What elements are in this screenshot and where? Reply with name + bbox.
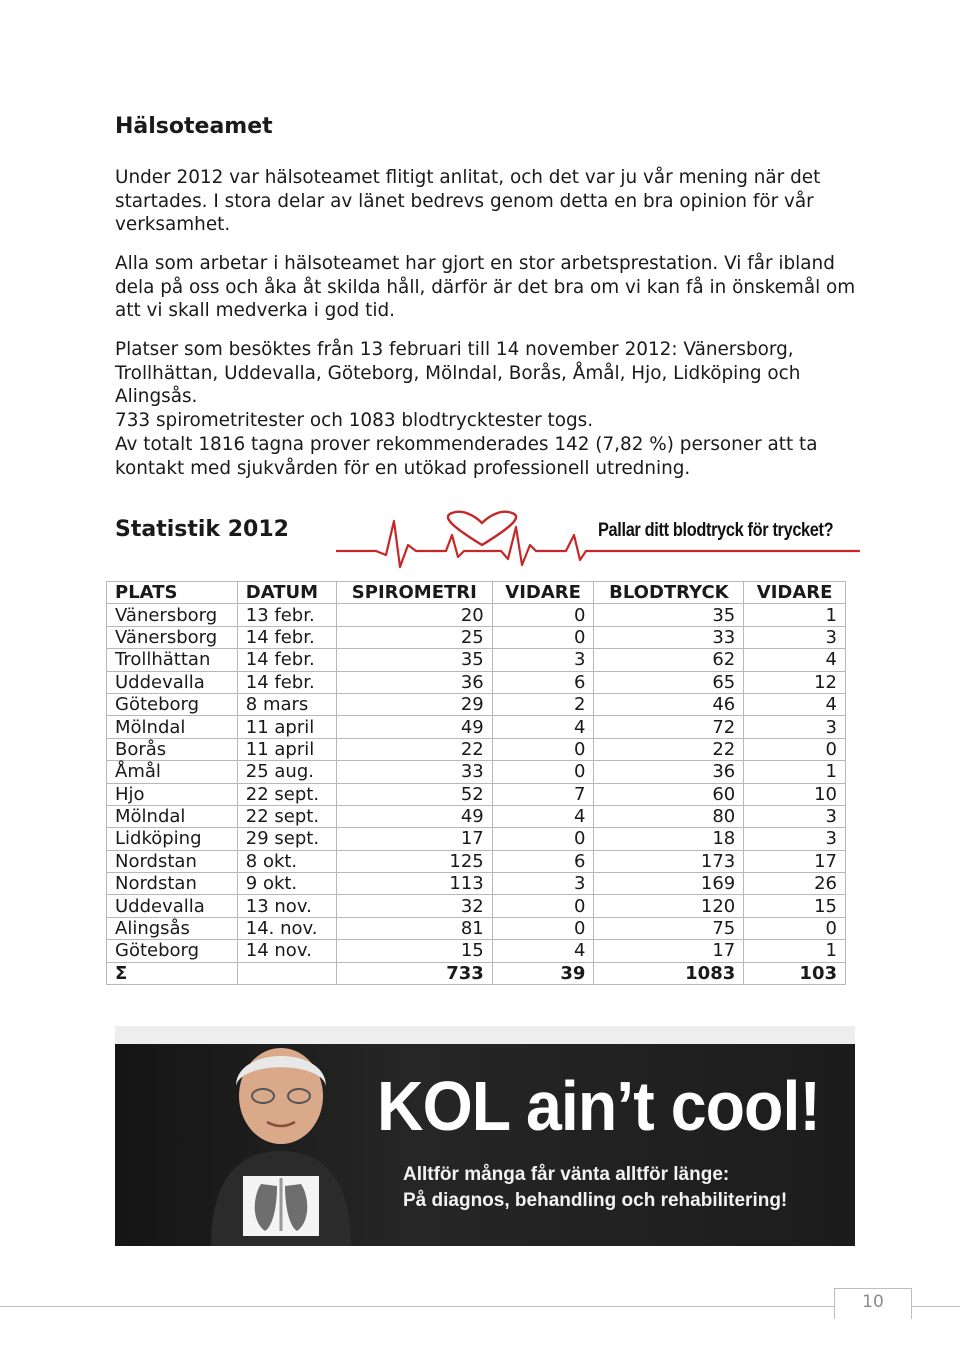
cell-datum: 25 aug. [237, 761, 336, 783]
table-row [107, 873, 846, 895]
cell-vidare: 3 [492, 873, 594, 895]
cell-plats: Alingsås [107, 917, 238, 939]
cell-vidare: 3 [492, 649, 594, 671]
statistics-table [106, 581, 846, 985]
cell-spirometri: 113 [336, 873, 492, 895]
cell-vidare-2: 3 [744, 716, 846, 738]
cell-blodtryck: 62 [594, 649, 744, 671]
cell-blodtryck: 75 [594, 917, 744, 939]
cell-vidare-2: 3 [744, 805, 846, 827]
cell-plats: Trollhättan [107, 649, 238, 671]
cell-blodtryck: 65 [594, 671, 744, 693]
cell-vidare: 0 [492, 604, 594, 626]
poster-subline-2: På diagnos, behandling och rehabilitering! [403, 1190, 788, 1211]
cell-blodtryck: 17 [594, 940, 744, 962]
cell-vidare-2: 1 [744, 604, 846, 626]
table-row [107, 917, 846, 939]
cell-vidare: 0 [492, 761, 594, 783]
cell-datum: 14. nov. [237, 917, 336, 939]
recommendation-paragraph: Av totalt 1816 tagna prover rekommenderades 142 (7,82 %) personer att ta kontakt med sjukvården för en utökad professionell utredning. [115, 434, 818, 479]
page-number: 10 [834, 1288, 912, 1319]
cell-plats: Uddevalla [107, 895, 238, 917]
cell-blodtryck: 46 [594, 693, 744, 715]
column-header-vidare: VIDARE [492, 582, 594, 604]
cell-plats: Nordstan [107, 850, 238, 872]
cell-spirometri: 29 [336, 693, 492, 715]
cell-vidare: 0 [492, 917, 594, 939]
banner-slogan: Pallar ditt blodtryck för trycket? [598, 520, 834, 541]
cell-vidare-2: 10 [744, 783, 846, 805]
table-row [107, 693, 846, 715]
cell-spirometri: 25 [336, 626, 492, 648]
footer-rule-left [0, 1306, 834, 1307]
cell-vidare: 7 [492, 783, 594, 805]
cell-plats: Göteborg [107, 940, 238, 962]
places-paragraph: Platser som besöktes från 13 februari till 14 november 2012: Vänersborg, Trollhättan, Uddevalla, Göteborg, Mölndal, Borås, Åmål, Hjo, Lidköping och Alingsås. [115, 339, 801, 407]
poster-headline: KOL ain’t cool! [377, 1067, 820, 1145]
cell-vidare-2: 3 [744, 828, 846, 850]
sum-empty-cell [237, 962, 336, 984]
cell-plats: Vänersborg [107, 626, 238, 648]
footer-rule-right [910, 1306, 960, 1307]
cell-spirometri: 52 [336, 783, 492, 805]
cell-datum: 11 april [237, 738, 336, 760]
cell-vidare: 4 [492, 716, 594, 738]
cell-datum: 29 sept. [237, 828, 336, 850]
cell-datum: 13 febr. [237, 604, 336, 626]
cell-vidare-2: 1 [744, 940, 846, 962]
cell-plats: Hjo [107, 783, 238, 805]
cell-plats: Uddevalla [107, 671, 238, 693]
table-row [107, 671, 846, 693]
kol-campaign-poster [115, 1026, 855, 1246]
table-row [107, 649, 846, 671]
cell-plats: Borås [107, 738, 238, 760]
table-row [107, 761, 846, 783]
cell-blodtryck: 120 [594, 895, 744, 917]
column-header-vidare-2: VIDARE [744, 582, 846, 604]
cell-spirometri: 125 [336, 850, 492, 872]
page-title: Hälsoteamet [115, 114, 273, 139]
table-body [107, 604, 846, 985]
cell-datum: 8 mars [237, 693, 336, 715]
cell-vidare: 2 [492, 693, 594, 715]
cell-blodtryck: 18 [594, 828, 744, 850]
cell-vidare: 0 [492, 828, 594, 850]
cell-spirometri: 17 [336, 828, 492, 850]
table-row [107, 604, 846, 626]
table-row [107, 850, 846, 872]
cell-plats: Mölndal [107, 716, 238, 738]
poster-subline-1: Alltför många får vänta alltför länge: [403, 1164, 730, 1185]
cell-spirometri: 32 [336, 895, 492, 917]
cell-plats: Vänersborg [107, 604, 238, 626]
cell-spirometri: 22 [336, 738, 492, 760]
cell-datum: 8 okt. [237, 850, 336, 872]
cell-vidare-2: 17 [744, 850, 846, 872]
cell-spirometri: 49 [336, 805, 492, 827]
column-header-plats: PLATS [107, 582, 238, 604]
table-row [107, 716, 846, 738]
cell-datum: 11 april [237, 716, 336, 738]
sum-symbol: Σ [107, 962, 238, 984]
cell-vidare-2: 4 [744, 693, 846, 715]
cell-vidare-2: 15 [744, 895, 846, 917]
cell-spirometri: 35 [336, 649, 492, 671]
cell-blodtryck: 33 [594, 626, 744, 648]
cell-vidare-2: 12 [744, 671, 846, 693]
cell-plats: Göteborg [107, 693, 238, 715]
cell-plats: Åmål [107, 761, 238, 783]
table-row [107, 738, 846, 760]
table-row [107, 895, 846, 917]
cell-plats: Nordstan [107, 873, 238, 895]
table-row [107, 805, 846, 827]
cell-datum: 13 nov. [237, 895, 336, 917]
table-row [107, 940, 846, 962]
cell-datum: 14 nov. [237, 940, 336, 962]
cell-blodtryck: 22 [594, 738, 744, 760]
cell-vidare-2: 3 [744, 626, 846, 648]
cell-spirometri: 49 [336, 716, 492, 738]
cell-vidare-2: 26 [744, 873, 846, 895]
intro-paragraph: Under 2012 var hälsoteamet flitigt anlitat, och det var ju vår mening när det startades. I stora delar av länet bedrevs genom detta en bra opinion för vår verksamhet. [115, 167, 821, 235]
cell-vidare-2: 4 [744, 649, 846, 671]
table-row [107, 828, 846, 850]
cell-datum: 9 okt. [237, 873, 336, 895]
cell-blodtryck: 173 [594, 850, 744, 872]
cell-vidare-2: 0 [744, 917, 846, 939]
sum-vidare: 39 [492, 962, 594, 984]
cell-vidare: 0 [492, 895, 594, 917]
cell-datum: 22 sept. [237, 805, 336, 827]
column-header-blodtryck: BLODTRYCK [594, 582, 744, 604]
cell-vidare-2: 1 [744, 761, 846, 783]
cell-datum: 14 febr. [237, 671, 336, 693]
cell-blodtryck: 72 [594, 716, 744, 738]
cell-vidare: 6 [492, 671, 594, 693]
cell-spirometri: 36 [336, 671, 492, 693]
sum-spirometri: 733 [336, 962, 492, 984]
cell-vidare: 0 [492, 738, 594, 760]
woman-portrait-image [181, 1026, 381, 1246]
cell-blodtryck: 60 [594, 783, 744, 805]
cell-spirometri: 15 [336, 940, 492, 962]
heart-icon [448, 512, 516, 545]
table-header-row [107, 582, 846, 604]
cell-spirometri: 33 [336, 761, 492, 783]
cell-vidare: 4 [492, 940, 594, 962]
cell-plats: Lidköping [107, 828, 238, 850]
column-header-datum: DATUM [237, 582, 336, 604]
cell-plats: Mölndal [107, 805, 238, 827]
cell-vidare: 6 [492, 850, 594, 872]
cell-vidare-2: 0 [744, 738, 846, 760]
cell-spirometri: 81 [336, 917, 492, 939]
statistics-heading: Statistik 2012 [115, 517, 289, 542]
team-paragraph: Alla som arbetar i hälsoteamet har gjort en stor arbetsprestation. Vi får ibland dela på oss och åka åt skilda håll, därför är det bra om vi kan få in önskemål om att vi skall medverka i god tid. [115, 253, 856, 321]
cell-datum: 14 febr. [237, 626, 336, 648]
cell-blodtryck: 35 [594, 604, 744, 626]
sum-row [107, 962, 846, 984]
cell-datum: 14 febr. [237, 649, 336, 671]
cell-datum: 22 sept. [237, 783, 336, 805]
sum-blodtryck: 1083 [594, 962, 744, 984]
column-header-spirometri: SPIROMETRI [336, 582, 492, 604]
table-row [107, 783, 846, 805]
sum-vidare-2: 103 [744, 962, 846, 984]
cell-blodtryck: 80 [594, 805, 744, 827]
cell-vidare: 4 [492, 805, 594, 827]
cell-blodtryck: 169 [594, 873, 744, 895]
cell-blodtryck: 36 [594, 761, 744, 783]
cell-vidare: 0 [492, 626, 594, 648]
table-row [107, 626, 846, 648]
tests-paragraph: 733 spirometritester och 1083 blodtrycktester togs. [115, 410, 594, 431]
cell-spirometri: 20 [336, 604, 492, 626]
